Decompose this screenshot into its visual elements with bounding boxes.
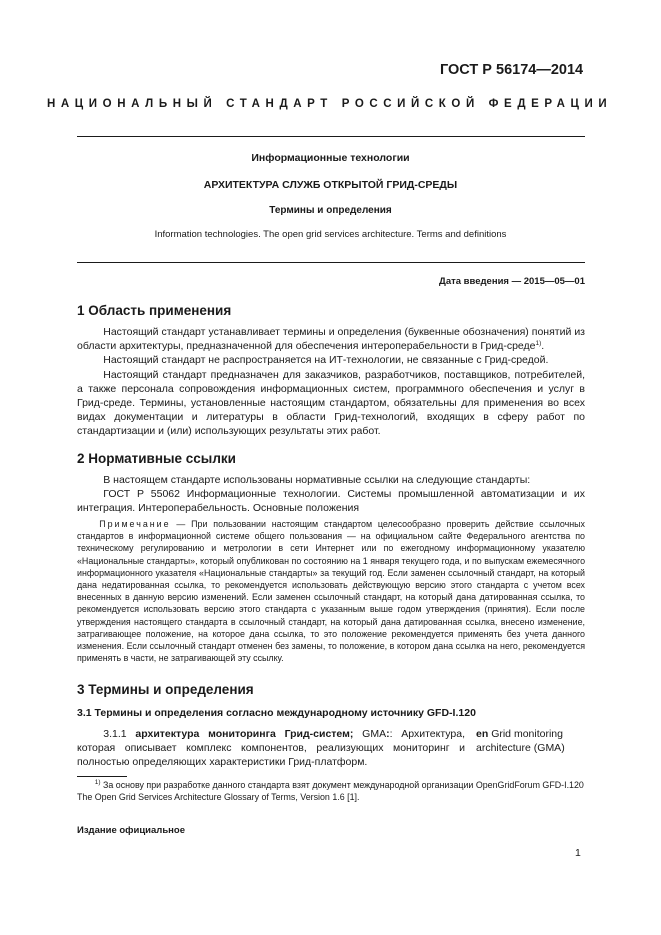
title-divider	[77, 262, 585, 263]
section-1-p2: Настоящий стандарт не распространяется на ИТ-технологии, не связанные с Грид-средой.	[103, 354, 549, 367]
section-1-p3: Настоящий стандарт предназначен для заказчиков, разработчиков, поставщиков, потребителей, а также персонала сопровождения информационных систем, программного обеспечения и услуг в Грид-среде. Термины, установленные настоящим стандартом, обязательны для применения во всех видах документации и литературы в области Грид-технологий, входящих в сферу работ по стандартизации и (или) использующих результаты этих работ.	[77, 368, 585, 438]
document-number: ГОСТ Р 56174—2014	[440, 62, 584, 78]
footnote-ref: 1)	[535, 340, 542, 348]
term-abbreviation: GMA	[362, 728, 387, 740]
en-term: Grid monitoring architecture (GMA)	[476, 728, 565, 755]
footnote-marker: 1)	[94, 779, 101, 786]
term-number: 3.1.1	[103, 728, 127, 740]
official-edition-label: Издание официальное	[77, 825, 185, 836]
title-line-3: Термины и определения	[269, 205, 392, 216]
introduction-date: Дата введения — 2015—05—01	[439, 276, 585, 287]
section-1-heading: 1 Область применения	[77, 303, 232, 318]
footnote-divider	[77, 776, 127, 777]
page-number: 1	[575, 847, 581, 859]
term-english-equivalent	[476, 727, 596, 755]
section-1-p1: Настоящий стандарт устанавливает термины и определения (буквенные обозначения) понятий из области архитектуры, предназначенной для обеспечения интероперабельности в Грид-среде$^{1)}$.	[77, 326, 585, 353]
section-2-heading: 2 Нормативные ссылки	[77, 451, 236, 466]
en-label: en	[476, 728, 489, 740]
section-2-p1: В настоящем стандарте использованы нормативные ссылки на следующие стандарты:	[103, 474, 531, 486]
title-line-1: Информационные технологии	[251, 152, 410, 164]
section-2-p2: ГОСТ Р 55062 Информационные технологии. Системы промышленной автоматизации и их интеграция. Интероперабельность. Основные положения	[77, 488, 585, 515]
normative-note	[77, 518, 585, 664]
term-entry: 3.1.1 архитектура мониторинга Грид-систем; GMA:: Архитектура, которая описывает комплекс компонентов, реализующих мониторинг и полностью определяющих характеристики Грид-платформ.	[77, 728, 466, 769]
footnote	[77, 779, 585, 804]
note-label: Примечание	[99, 519, 171, 529]
national-standard-banner: НАЦИОНАЛЬНЫЙ СТАНДАРТ РОССИЙСКОЙ ФЕДЕРАЦИИ	[47, 98, 613, 110]
term-name: архитектура мониторинга Грид-систем;	[135, 728, 354, 740]
term-definition: : Архитектура, которая описывает комплекс компонентов, реализующих мониторинг и полностью определяющих характеристики Грид-платформ.	[77, 728, 466, 769]
title-line-2: АРХИТЕКТУРА СЛУЖБ ОТКРЫТОЙ ГРИД-СРЕДЫ	[203, 179, 458, 191]
top-divider	[77, 136, 585, 137]
footnote-text: За основу при разработке данного стандарта взят документ международной организации OpenGridForum GFD-I.120 The Open Grid Services Architecture Glossary of Terms, Version 1.6 [1].	[77, 780, 584, 803]
subsection-3-1-heading: 3.1 Термины и определения согласно международному источнику GFD-I.120	[77, 707, 476, 719]
section-3-heading: 3 Термины и определения	[77, 682, 254, 697]
note-text: — При пользовании настоящим стандартом целесообразно проверить действие ссылочных стандартов в информационной системе общего пользования — на официальном сайте Федерального агентства по техническому регулированию и метрологии в сети Интернет или по ежегодному информационному указателю «Национальные стандарты», который опубликован по состоянию на 1 января текущего года, и по выпускам ежемесячного информационного указателя «Национальные стандарты» за текущий год. Если заменен ссылочный стандарт, на который дана недатированная ссылка, то рекомендуется использовать действующую версию этого стандарта с учетом всех внесенных в данную версию изменений. Если заменен ссылочный стандарт, на который дана датированная ссылка, то рекомендуется использовать версию этого стандарта с указанным выше годом утверждения (принятия). Если после утверждения настоящего стандарта в ссылочный стандарт, на который дана датированная ссылка, внесено изменение, затрагивающее положение, на которое дана ссылка, то это положение рекомендуется применять без учета данного изменения. Если ссылочный стандарт отменен без замены, то положение, в котором дана ссылка на него, рекомендуется применять в части, не затрагивающей эту ссылку.	[77, 519, 585, 664]
english-title: Information technologies. The open grid services architecture. Terms and definitions	[154, 229, 507, 240]
section-2-body	[77, 473, 585, 516]
section-1-body	[77, 325, 585, 439]
